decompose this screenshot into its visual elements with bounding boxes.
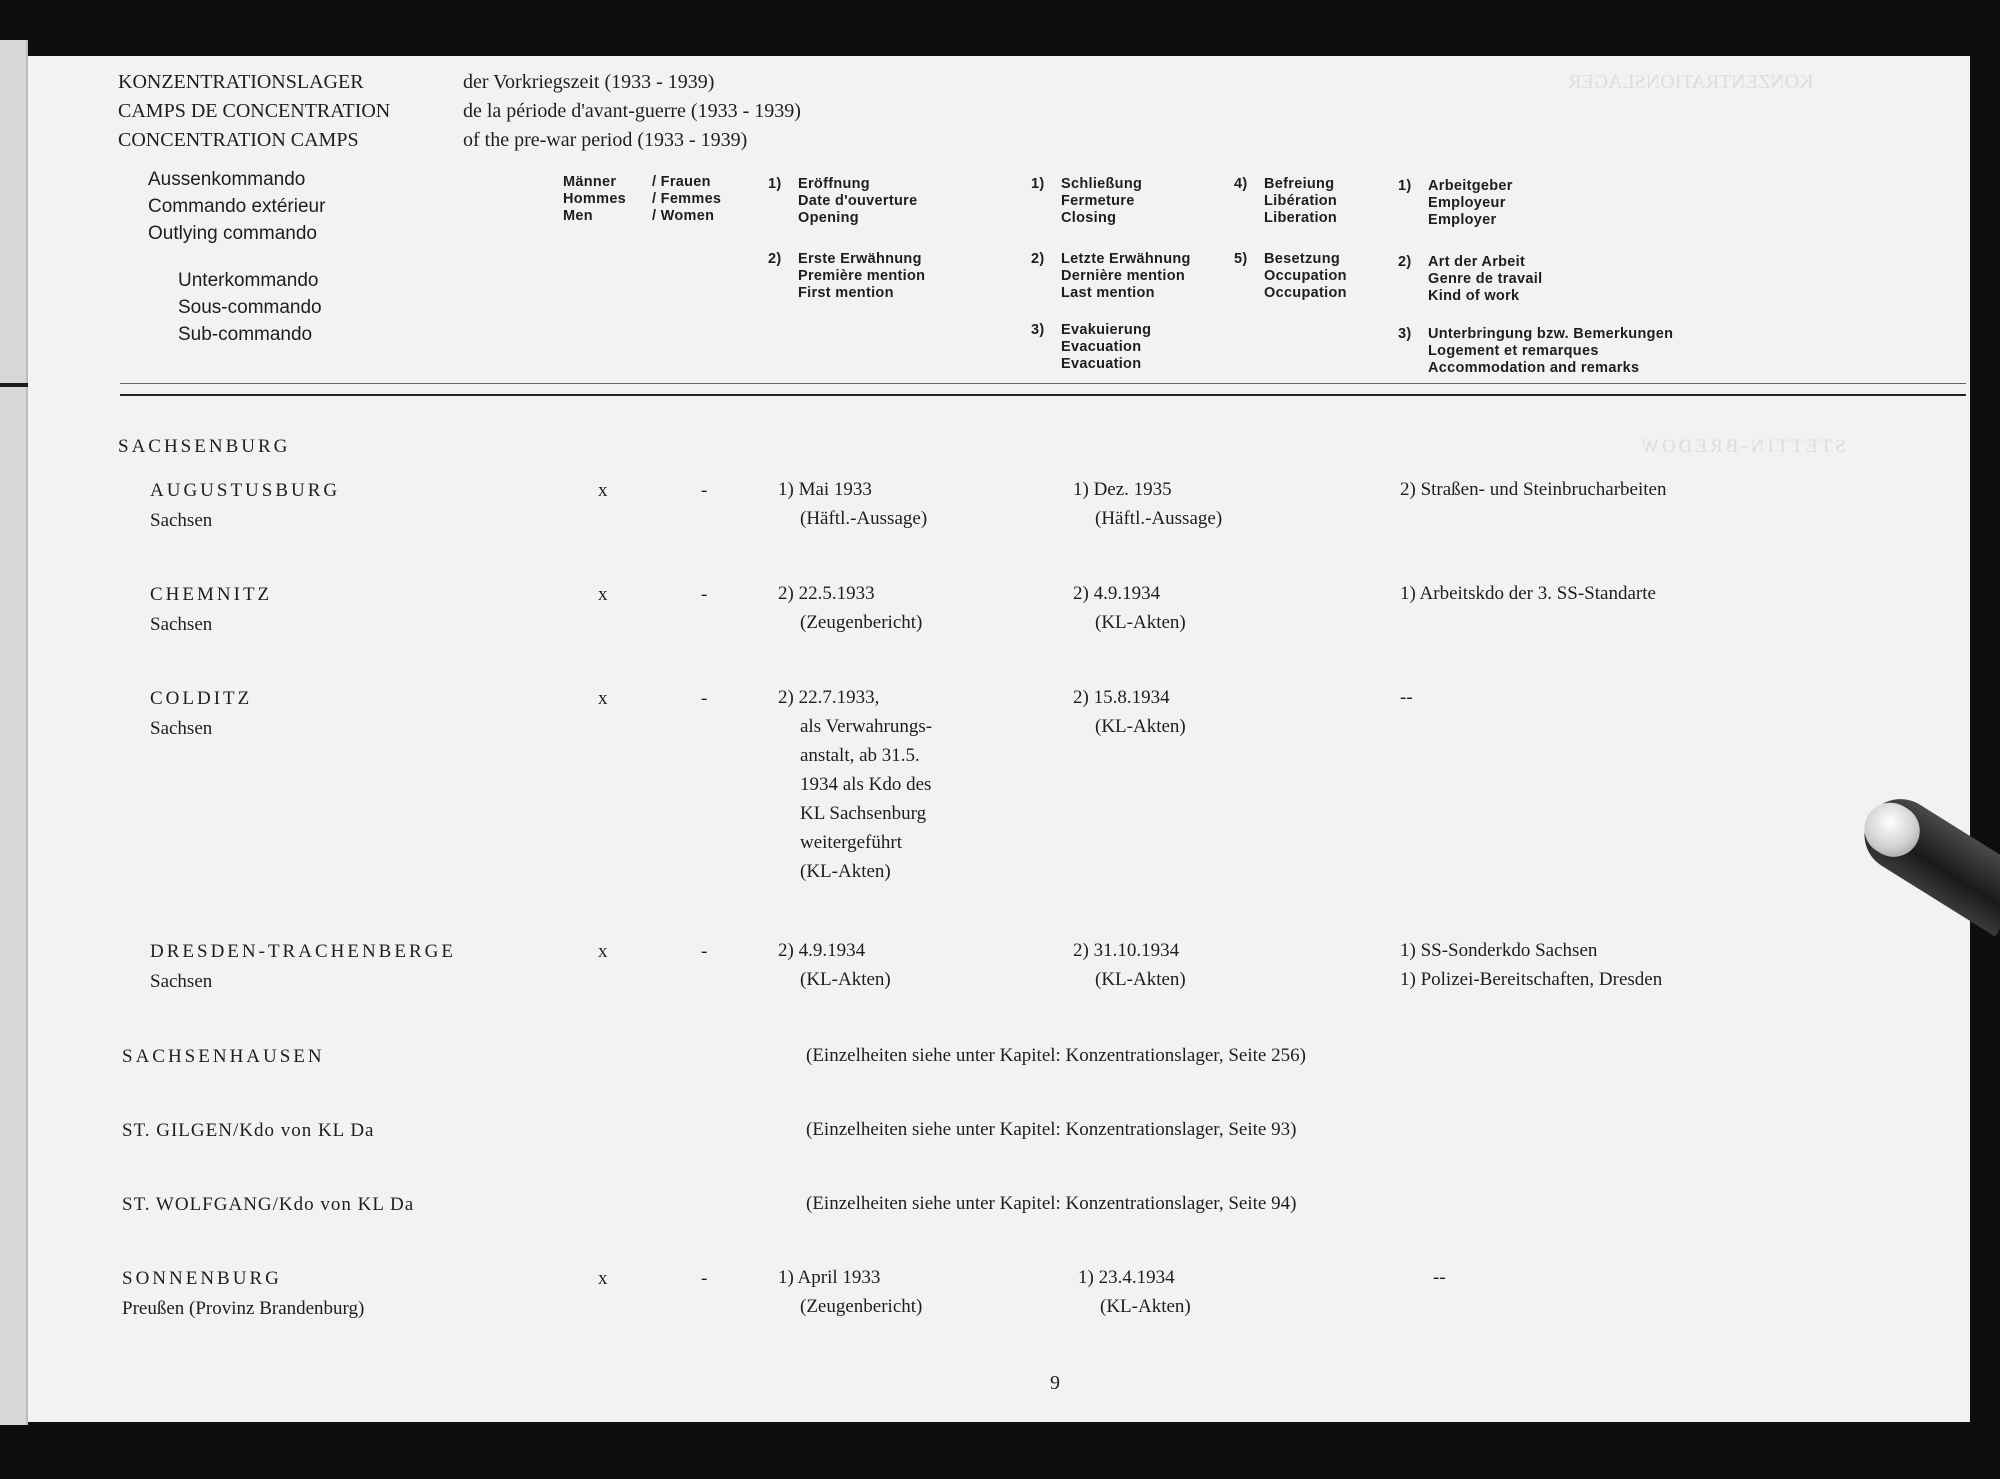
close-cell — [1073, 475, 1222, 533]
title-fr: CAMPS DE CONCENTRATION — [118, 100, 391, 122]
work-cell — [1400, 683, 1413, 712]
men-mark: x — [598, 688, 608, 709]
entry-region: Sachsen — [150, 971, 213, 992]
cell-line: -- — [1433, 1267, 1446, 1288]
cell-line: 1) Dez. 1935 — [1073, 479, 1172, 500]
legend-num: 1) — [1398, 178, 1412, 194]
legend-text: / Femmes — [652, 191, 722, 207]
cell-line: 2) 22.5.1933 — [778, 583, 875, 604]
page-number: 9 — [1050, 1372, 1060, 1394]
legend-close-2 — [1031, 251, 1191, 301]
header-periods — [463, 68, 801, 155]
cell-line: 2) 31.10.1934 — [1073, 940, 1180, 961]
work-cell — [1400, 579, 1656, 608]
outlying-commando-label — [148, 166, 325, 247]
legend-text: Genre de travail — [1428, 271, 1543, 287]
legend-text: Eröffnung — [798, 176, 870, 192]
legend-num: 2) — [1031, 251, 1045, 267]
sub-en: Sub-commando — [178, 324, 313, 345]
legend-lib-5 — [1234, 251, 1347, 301]
men-mark: x — [598, 1268, 608, 1289]
cell-line: (KL-Akten) — [1100, 1296, 1191, 1317]
legend-num: 3) — [1031, 322, 1045, 338]
entry-name: AUGUSTUSBURG — [150, 480, 341, 501]
legend-text: Employeur — [1428, 195, 1506, 211]
legend-close-3 — [1031, 322, 1152, 372]
women-mark: - — [701, 480, 708, 501]
cell-line: (Zeugenbericht) — [800, 1296, 923, 1317]
legend-text: Libération — [1264, 193, 1338, 209]
outlying-fr: Commando extérieur — [148, 196, 326, 217]
cell-line: anstalt, ab 31.5. — [800, 745, 920, 766]
legend-text: Closing — [1061, 210, 1117, 226]
cell-line: 1) SS-Sonderkdo Sachsen — [1400, 940, 1598, 961]
women-mark: - — [701, 584, 708, 605]
header-rule-thin — [120, 383, 1966, 384]
cell-line: 1) Mai 1933 — [778, 479, 872, 500]
close-cell — [1078, 1263, 1191, 1321]
entry-region: Sachsen — [150, 718, 213, 739]
cell-line: als Verwahrungs- — [800, 716, 933, 737]
legend-men — [563, 174, 626, 225]
men-mark: x — [598, 941, 608, 962]
close-cell — [1073, 936, 1186, 994]
entry-region: Sachsen — [150, 614, 213, 635]
legend-num: 5) — [1234, 251, 1248, 267]
legend-text: Besetzung — [1264, 251, 1341, 267]
camp-sachsenburg: SACHSENBURG — [118, 436, 291, 457]
legend-emp-2 — [1398, 254, 1543, 304]
cell-line: (KL-Akten) — [1095, 969, 1186, 990]
legend-emp-3 — [1398, 326, 1674, 376]
entry-name: CHEMNITZ — [150, 584, 273, 605]
work-cell — [1400, 475, 1666, 504]
open-cell — [778, 683, 932, 886]
legend-text: Schließung — [1061, 176, 1143, 192]
period-en: of the pre-war period (1933 - 1939) — [463, 129, 748, 151]
sub-fr: Sous-commando — [178, 297, 322, 318]
legend-num: 4) — [1234, 176, 1248, 192]
legend-women — [652, 174, 721, 225]
cell-line: weitergeführt — [800, 832, 902, 853]
sub-commando-label — [178, 267, 322, 348]
cell-line: 2) Straßen- und Steinbrucharbeiten — [1400, 479, 1667, 500]
legend-text: / Women — [652, 208, 715, 224]
legend-text: Logement et remarques — [1428, 343, 1599, 359]
cell-line: 2) 4.9.1934 — [1073, 583, 1161, 604]
women-mark: - — [701, 688, 708, 709]
cell-line: 1) April 1933 — [778, 1267, 881, 1288]
open-cell — [778, 936, 891, 994]
period-fr: de la période d'avant-guerre (1933 - 1939) — [463, 100, 801, 122]
cell-line: (KL-Akten) — [800, 969, 891, 990]
title-de: KONZENTRATIONSLAGER — [118, 71, 364, 93]
legend-num: 2) — [768, 251, 782, 267]
entry-name: SACHSENHAUSEN — [122, 1046, 325, 1067]
women-mark: - — [701, 941, 708, 962]
bleed-through: KONZENTRATIONSLAGER — [1568, 71, 1814, 93]
legend-text: Occupation — [1264, 285, 1347, 301]
cell-line: (KL-Akten) — [800, 861, 891, 882]
open-cell — [778, 475, 927, 533]
legend-text: Hommes — [563, 191, 627, 207]
outlying-en: Outlying commando — [148, 223, 317, 244]
legend-text: Opening — [798, 210, 859, 226]
entry-name: COLDITZ — [150, 688, 253, 709]
legend-text: Letzte Erwähnung — [1061, 251, 1191, 267]
cell-line: (KL-Akten) — [1095, 716, 1186, 737]
legend-text: Kind of work — [1428, 288, 1520, 304]
legend-num: 2) — [1398, 254, 1412, 270]
legend-text: Befreiung — [1264, 176, 1335, 192]
legend-open-1 — [768, 176, 918, 226]
entry-name: SONNENBURG — [122, 1268, 282, 1289]
work-cell — [1433, 1263, 1446, 1292]
outlying-de: Aussenkommando — [148, 169, 306, 190]
legend-text: Evakuierung — [1061, 322, 1152, 338]
legend-num: 1) — [1031, 176, 1045, 192]
reference-text: (Einzelheiten siehe unter Kapitel: Konzentrationslager, Seite 256) — [806, 1045, 1306, 1066]
title-en: CONCENTRATION CAMPS — [118, 129, 359, 151]
legend-num: 3) — [1398, 326, 1412, 342]
book-binding — [0, 40, 28, 1425]
fold-mark — [0, 383, 28, 387]
legend-text: / Frauen — [652, 174, 711, 190]
cell-line: 1) Arbeitskdo der 3. SS-Standarte — [1400, 583, 1656, 604]
header-rule — [120, 394, 1966, 396]
entry-name: ST. GILGEN/Kdo von KL Da — [122, 1120, 375, 1141]
legend-text: Occupation — [1264, 268, 1347, 284]
legend-text: Fermeture — [1061, 193, 1135, 209]
close-cell — [1073, 683, 1186, 741]
reference-text: (Einzelheiten siehe unter Kapitel: Konzentrationslager, Seite 94) — [806, 1193, 1297, 1214]
legend-text: Evacuation — [1061, 356, 1142, 372]
entry-name: ST. WOLFGANG/Kdo von KL Da — [122, 1194, 415, 1215]
entry-name: DRESDEN-TRACHENBERGE — [150, 941, 456, 962]
cell-line: (Häftl.-Aussage) — [1095, 508, 1223, 529]
legend-close-1 — [1031, 176, 1143, 226]
men-mark: x — [598, 480, 608, 501]
men-mark: x — [598, 584, 608, 605]
legend-text: Arbeitgeber — [1428, 178, 1513, 194]
legend-lib-4 — [1234, 176, 1338, 226]
legend-text: Erste Erwähnung — [798, 251, 922, 267]
work-cell — [1400, 936, 1662, 994]
cell-line: (KL-Akten) — [1095, 612, 1186, 633]
document-page — [28, 56, 1970, 1422]
legend-text: Men — [563, 208, 593, 224]
bleed-through: STETTIN-BREDOW — [1638, 436, 1846, 457]
period-de: der Vorkriegszeit (1933 - 1939) — [463, 71, 715, 93]
legend-text: Accommodation and remarks — [1428, 360, 1640, 376]
legend-text: First mention — [798, 285, 894, 301]
cell-line: 2) 4.9.1934 — [778, 940, 866, 961]
legend-num: 1) — [768, 176, 782, 192]
cell-line: KL Sachsenburg — [800, 803, 927, 824]
cell-line: (Häftl.-Aussage) — [800, 508, 928, 529]
reference-text: (Einzelheiten siehe unter Kapitel: Konzentrationslager, Seite 93) — [806, 1119, 1297, 1140]
legend-text: Employer — [1428, 212, 1497, 228]
cell-line: 1) 23.4.1934 — [1078, 1267, 1175, 1288]
legend-text: Männer — [563, 174, 617, 190]
close-cell — [1073, 579, 1186, 637]
entry-region: Sachsen — [150, 510, 213, 531]
legend-emp-1 — [1398, 178, 1513, 228]
legend-text: Date d'ouverture — [798, 193, 918, 209]
legend-text: Dernière mention — [1061, 268, 1186, 284]
open-cell — [778, 1263, 922, 1321]
legend-text: Première mention — [798, 268, 926, 284]
cell-line: 1) Polizei-Bereitschaften, Dresden — [1400, 969, 1663, 990]
open-cell — [778, 579, 922, 637]
sub-de: Unterkommando — [178, 270, 319, 291]
legend-text: Liberation — [1264, 210, 1338, 226]
cell-line: 2) 15.8.1934 — [1073, 687, 1170, 708]
legend-open-2 — [768, 251, 926, 301]
cell-line: -- — [1400, 687, 1413, 708]
women-mark: - — [701, 1268, 708, 1289]
cell-line: 1934 als Kdo des — [800, 774, 932, 795]
entry-region: Preußen (Provinz Brandenburg) — [122, 1298, 365, 1319]
legend-text: Unterbringung bzw. Bemerkungen — [1428, 326, 1674, 342]
legend-text: Art der Arbeit — [1428, 254, 1526, 270]
cell-line: 2) 22.7.1933, — [778, 687, 880, 708]
cell-line: (Zeugenbericht) — [800, 612, 923, 633]
legend-text: Last mention — [1061, 285, 1155, 301]
legend-text: Evacuation — [1061, 339, 1142, 355]
header-titles — [118, 68, 390, 155]
